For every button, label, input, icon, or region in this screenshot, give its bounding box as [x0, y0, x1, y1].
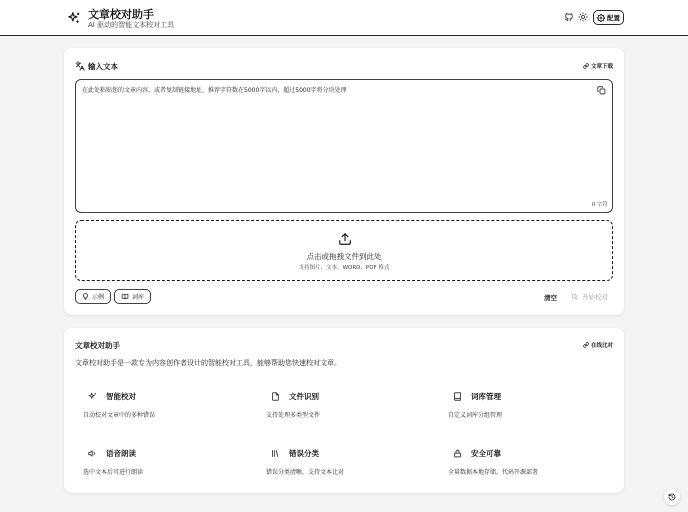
- feature-title: 文件识别: [289, 392, 319, 401]
- gear-icon: [597, 14, 605, 22]
- config-button[interactable]: [593, 10, 624, 25]
- speaker-icon: [88, 449, 97, 458]
- feature-desc: 选中文本后可进行朗读: [83, 469, 144, 476]
- feature-safe-reliable: [447, 446, 617, 486]
- feature-title: 智能校对: [106, 392, 136, 401]
- upload-main-text: 点击或拖拽文件到此处: [306, 252, 382, 261]
- top-bar: [0, 0, 688, 36]
- book-open-icon: [121, 293, 129, 300]
- feature-desc: 自定义词库分组管理: [448, 412, 503, 419]
- feature-dictionary-management: [447, 389, 617, 429]
- config-label: 配置: [607, 14, 620, 22]
- app-title: 文章校对助手: [88, 8, 154, 21]
- book-icon: [453, 392, 462, 401]
- char-count: 0 字符: [591, 202, 608, 208]
- feature-title: 词库管理: [471, 392, 501, 401]
- about-description: 文章校对助手是一款专为内容创作者设计的智能校对工具，能够帮助您快速校对文章。: [75, 359, 341, 367]
- search-icon: [571, 293, 578, 300]
- about-card: [64, 328, 624, 493]
- start-proofread-label: 开始校对: [582, 293, 608, 301]
- input-card: [64, 48, 624, 315]
- lightbulb-icon: [82, 293, 89, 300]
- sparkles-icon: [67, 11, 81, 25]
- dictionary-label: 词库: [132, 294, 145, 301]
- example-label: 示例: [92, 294, 105, 301]
- sun-icon[interactable]: [577, 11, 589, 23]
- clear-button[interactable]: 清空: [544, 294, 557, 302]
- upload-sub-text: 支持图片、文本、WORD、PDF 格式: [298, 265, 390, 271]
- link-icon: [583, 63, 589, 69]
- feature-title: 语音朗读: [106, 449, 136, 458]
- feature-title: 安全可靠: [471, 449, 501, 458]
- app-subtitle: AI 驱动的智能文本校对工具: [88, 21, 175, 29]
- feature-title: 错误分类: [289, 449, 319, 458]
- article-textarea[interactable]: [75, 79, 613, 213]
- library-icon: [271, 449, 280, 458]
- dictionary-button[interactable]: [114, 289, 151, 304]
- online-compare-link[interactable]: [583, 341, 613, 349]
- file-icon: [271, 392, 280, 401]
- textarea-placeholder: 在此处粘贴您的文章内容，或者复制链接地址，推荐字符数在5000字以内，超过5000字将分块处理: [82, 87, 347, 94]
- copy-icon[interactable]: [597, 86, 606, 95]
- file-upload-dropzone[interactable]: [75, 220, 613, 281]
- online-compare-label: 在线比对: [590, 343, 613, 349]
- input-card-title: 输入文本: [88, 62, 118, 71]
- feature-error-classification: [265, 446, 435, 486]
- example-button[interactable]: [75, 289, 111, 304]
- feature-desc: 错误分类清晰，支持文本比对: [266, 469, 345, 476]
- history-button[interactable]: [664, 489, 680, 505]
- about-card-title: 文章校对助手: [75, 341, 120, 350]
- article-download-link[interactable]: [583, 62, 613, 70]
- feature-smart-proofread: [82, 389, 252, 429]
- start-proofread-button[interactable]: [571, 292, 608, 301]
- github-icon[interactable]: [563, 11, 575, 23]
- feature-desc: 支持处理多类型文件: [266, 412, 321, 419]
- sparkles-icon: [88, 392, 97, 401]
- feature-desc: 全量数据本地存储，代码开源部署: [448, 469, 539, 476]
- feature-voice-reading: [82, 446, 252, 486]
- translate-icon: [75, 61, 85, 71]
- article-download-label: 文章下载: [590, 64, 613, 70]
- upload-icon: [338, 232, 352, 246]
- link-icon: [583, 342, 589, 348]
- history-icon: [668, 493, 676, 501]
- feature-desc: 自动校对文章中的多种错误: [83, 412, 156, 419]
- feature-file-recognition: [265, 389, 435, 429]
- lock-icon: [453, 449, 462, 458]
